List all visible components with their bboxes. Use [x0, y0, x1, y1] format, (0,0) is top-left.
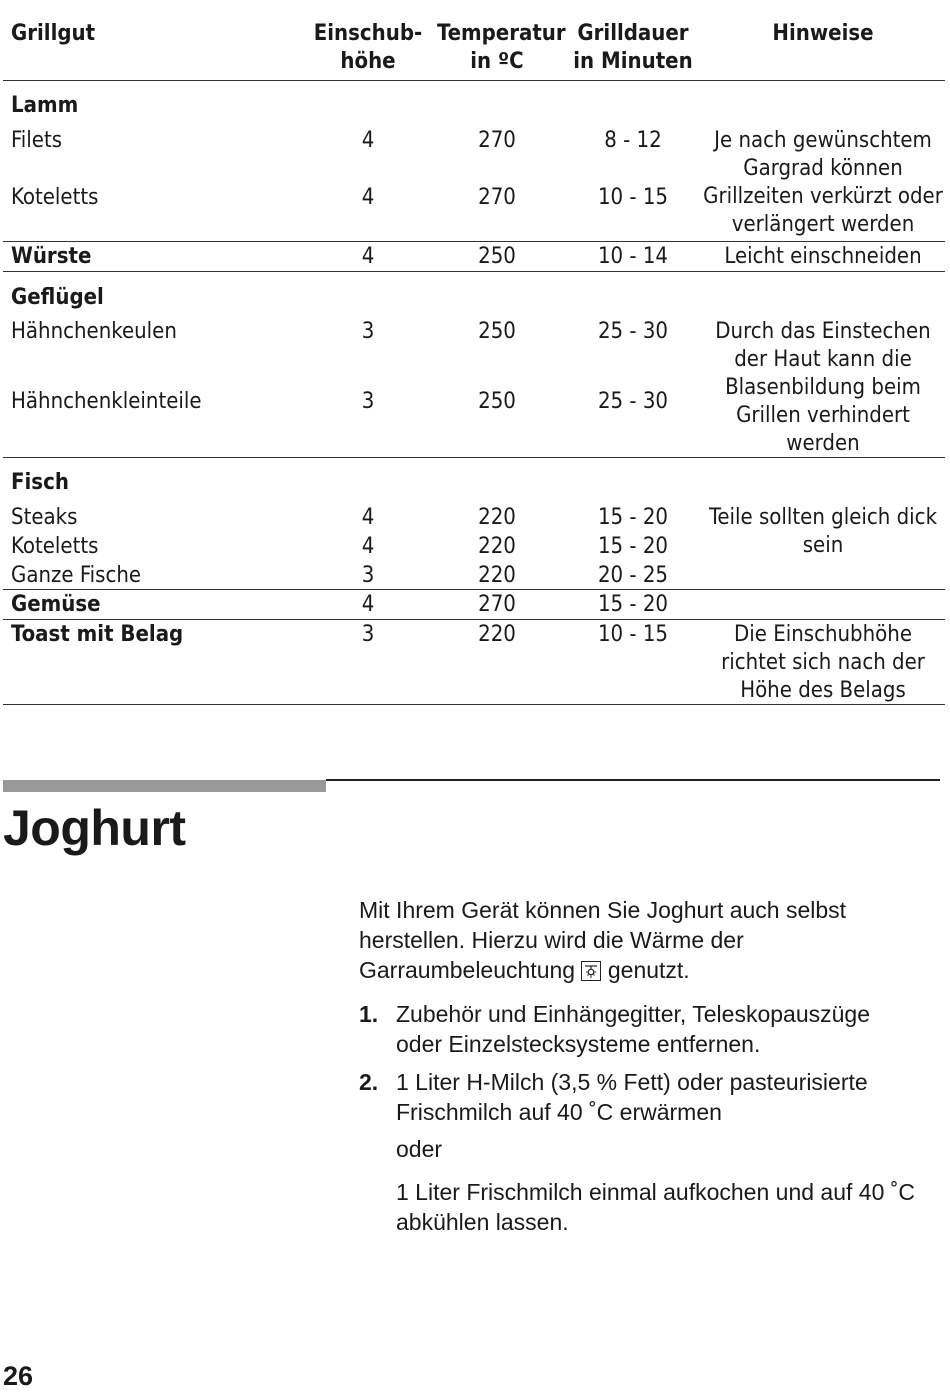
- row-temperatur: 270: [478, 185, 516, 210]
- divider: [3, 589, 945, 590]
- intro-line: Mit Ihrem Gerät können Sie Joghurt auch selbst: [359, 897, 847, 923]
- hint-line: Durch das Einstechen: [715, 319, 931, 344]
- section-rule: [326, 779, 940, 781]
- oven-lamp-icon: [581, 961, 601, 981]
- row-grilldauer: 10 - 15: [597, 622, 669, 647]
- step-line: 1 Liter Frischmilch einmal aufkochen und auf 40 ˚C: [396, 1179, 916, 1205]
- divider: [3, 457, 945, 458]
- row-einschub: 3: [361, 563, 375, 588]
- row-grilldauer: 15 - 20: [597, 505, 669, 530]
- divider: [3, 80, 945, 81]
- header-grilldauer-line2: in Minuten: [573, 49, 693, 74]
- row-name: Steaks: [11, 505, 78, 530]
- hint-line: Höhe des Belags: [740, 678, 906, 703]
- row-hinweis: Leicht einschneiden: [724, 244, 922, 269]
- row-grilldauer: 10 - 15: [597, 185, 669, 210]
- row-name: Hähnchenkleinteile: [11, 389, 202, 414]
- row-temperatur: 270: [478, 592, 516, 617]
- group-title: Lamm: [11, 93, 79, 118]
- row-grilldauer: 15 - 20: [597, 534, 669, 559]
- row-einschub: 3: [361, 389, 375, 414]
- row-einschub: 4: [361, 505, 375, 530]
- row-temperatur: 220: [478, 622, 516, 647]
- row-name: Filets: [11, 128, 63, 153]
- divider: [3, 619, 945, 620]
- row-einschub: 4: [361, 592, 375, 617]
- step-text: [396, 999, 944, 1059]
- row-name: Koteletts: [11, 534, 99, 559]
- step-number: 1.: [359, 1001, 379, 1027]
- row-temperatur: 220: [478, 563, 516, 588]
- row-temperatur: 270: [478, 128, 516, 153]
- group-title: Geflügel: [11, 285, 104, 310]
- row-grilldauer: 15 - 20: [597, 592, 669, 617]
- row-grilldauer: 25 - 30: [597, 319, 669, 344]
- row-grilldauer: 8 - 12: [604, 128, 662, 153]
- hint-line: der Haut kann die: [734, 347, 912, 372]
- row-hinweis: [703, 318, 943, 458]
- header-grilldauer-line1: Grilldauer: [577, 21, 689, 46]
- header-einschub-line1: Einschub-: [313, 21, 423, 46]
- row-hinweis: [703, 127, 943, 239]
- row-temperatur: 250: [478, 244, 516, 269]
- divider: [3, 704, 945, 705]
- hint-line: Gargrad können: [743, 156, 903, 181]
- hint-line: Die Einschubhöhe: [734, 622, 912, 647]
- row-einschub: 4: [361, 185, 375, 210]
- divider: [3, 271, 945, 272]
- row-name: Hähnchenkeulen: [11, 319, 177, 344]
- header-temperatur-line1: Temperatur: [437, 21, 566, 46]
- header-temperatur-line2: in ºC: [470, 49, 524, 74]
- intro-paragraph: [359, 895, 944, 985]
- step-alternative: [396, 1177, 944, 1237]
- step-line: Frischmilch auf 40 ˚C erwärmen: [396, 1099, 722, 1125]
- row-einschub: 3: [361, 319, 375, 344]
- hint-line: Grillzeiten verkürzt oder: [703, 184, 943, 209]
- hint-line: sein: [802, 533, 844, 558]
- header-temperatur: [437, 20, 566, 76]
- step-oder: oder: [396, 1136, 443, 1162]
- row-einschub: 3: [361, 622, 375, 647]
- header-grilldauer: [573, 20, 693, 76]
- row-grilldauer: 20 - 25: [597, 563, 669, 588]
- row-einschub: 4: [361, 534, 375, 559]
- row-temperatur: 250: [478, 319, 516, 344]
- row-name: Koteletts: [11, 185, 99, 210]
- row-name: Würste: [11, 244, 92, 269]
- hint-line: Grillen verhindert: [736, 403, 910, 428]
- hint-line: werden: [786, 431, 860, 456]
- hint-line: verlängert werden: [731, 212, 915, 237]
- group-title: Fisch: [11, 470, 69, 495]
- header-grillgut: Grillgut: [11, 21, 96, 46]
- step-line: oder Einzelstecksysteme entfernen.: [396, 1031, 761, 1057]
- hint-line: Blasenbildung beim: [725, 375, 921, 400]
- section-bar: [3, 780, 326, 792]
- intro-line: [359, 955, 944, 985]
- header-hinweise: Hinweise: [772, 21, 874, 46]
- row-temperatur: 220: [478, 534, 516, 559]
- intro-line: herstellen. Hierzu wird die Wärme der: [359, 927, 744, 953]
- step-line: Zubehör und Einhängegitter, Teleskopauszüge: [396, 1001, 870, 1027]
- header-einschub-line2: höhe: [340, 49, 396, 74]
- intro-text: genutzt.: [607, 957, 690, 983]
- hint-line: richtet sich nach der: [721, 650, 925, 675]
- page-number: 26: [3, 1361, 34, 1391]
- divider: [3, 241, 945, 242]
- row-name: Ganze Fische: [11, 563, 142, 588]
- row-temperatur: 250: [478, 389, 516, 414]
- step-number: 2.: [359, 1069, 379, 1095]
- row-einschub: 4: [361, 244, 375, 269]
- step-text: [396, 1067, 944, 1127]
- hint-line: Teile sollten gleich dick: [708, 505, 938, 530]
- row-name: Gemüse: [11, 592, 101, 617]
- intro-text: Garraumbeleuchtung: [359, 957, 576, 983]
- section-title: Joghurt: [3, 800, 186, 856]
- row-temperatur: 220: [478, 505, 516, 530]
- hint-line: Je nach gewünschtem: [714, 128, 932, 153]
- row-grilldauer: 25 - 30: [597, 389, 669, 414]
- step-line: 1 Liter H-Milch (3,5 % Fett) oder pasteurisierte: [396, 1069, 868, 1095]
- step-line: abkühlen lassen.: [396, 1209, 569, 1235]
- header-einschub: [308, 20, 428, 76]
- row-einschub: 4: [361, 128, 375, 153]
- row-grilldauer: 10 - 14: [597, 244, 669, 269]
- row-name: Toast mit Belag: [11, 622, 184, 647]
- row-hinweis: [703, 621, 943, 705]
- row-hinweis: [703, 504, 943, 560]
